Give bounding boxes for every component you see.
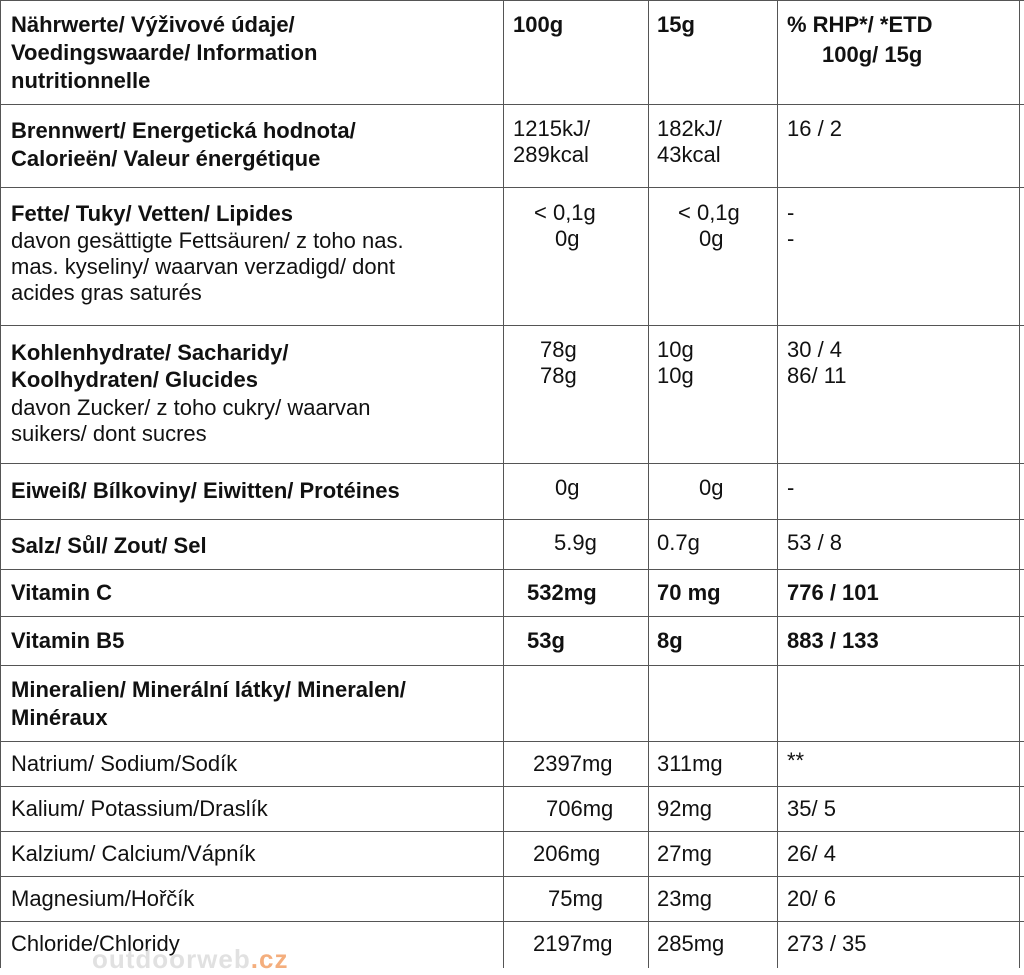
grid-line [0, 741, 1024, 742]
fat-name: Fette/ Tuky/ Vetten/ Lipides [11, 201, 293, 226]
energy-per100-line-2: 289kcal [513, 142, 589, 167]
grid-line [0, 569, 1024, 570]
carbs-per100-line-2: 78g [540, 363, 577, 388]
vitc-per15: 70 mg [657, 580, 721, 605]
header-per15: 15g [657, 12, 695, 37]
grid-line [0, 325, 1024, 326]
minerals-name-line-1: Mineralien/ Minerální látky/ Mineralen/ [11, 677, 406, 702]
carbs-rda-line-2: 86/ 11 [787, 363, 847, 388]
grid-line [0, 519, 1024, 520]
sodium-rda: ** [787, 748, 805, 773]
fat-sub-line-2: mas. kyseliny/ waarvan verzadigd/ dont [11, 254, 395, 279]
magnesium-per100: 75mg [548, 886, 604, 911]
vitc-per100: 532mg [527, 580, 597, 605]
header-rda-line-1: % RHP*/ *ETD [787, 12, 933, 37]
magnesium-name: Magnesium/Hořčík [11, 886, 195, 911]
grid-line [648, 0, 649, 968]
fat-rda-line-1: - [787, 200, 795, 225]
salt-per100: 5.9g [554, 530, 597, 555]
grid-line [0, 0, 1, 968]
carbs-per100-line-1: 78g [540, 337, 577, 362]
grid-line [0, 831, 1024, 832]
fat-per100-line-1: < 0,1g [534, 200, 596, 225]
carbs-sub-line-2: suikers/ dont sucres [11, 421, 207, 446]
grid-line [777, 0, 778, 968]
energy-name-line-1: Brennwert/ Energetická hodnota/ [11, 118, 356, 143]
magnesium-per15: 23mg [657, 886, 713, 911]
vitb5-rda: 883 / 133 [787, 628, 879, 653]
watermark [92, 944, 288, 975]
grid-line [0, 665, 1024, 666]
vitb5-per15: 8g [657, 628, 683, 653]
sodium-per15: 311mg [657, 751, 723, 776]
grid-line [0, 187, 1024, 188]
fat-per15-line-1: < 0,1g [678, 200, 740, 225]
grid-line [0, 616, 1024, 617]
potassium-per100: 706mg [546, 796, 614, 821]
grid-line [0, 104, 1024, 105]
header-per100: 100g [513, 12, 564, 37]
chloride-per100: 2197mg [533, 931, 613, 956]
grid-line [0, 876, 1024, 877]
protein-per100: 0g [555, 475, 580, 500]
carbs-rda-line-1: 30 / 4 [787, 337, 843, 362]
fat-sub-line-3: acides gras saturés [11, 280, 202, 305]
grid-line [1019, 0, 1020, 968]
header-name-line-2: Voedingswaarde/ Information [11, 40, 318, 65]
carbs-per15-line-2: 10g [657, 363, 694, 388]
grid-line [0, 786, 1024, 787]
protein-name: Eiweiß/ Bílkoviny/ Eiwitten/ Protéines [11, 478, 400, 503]
fat-sub-line-1: davon gesättigte Fettsäuren/ z toho nas. [11, 228, 404, 253]
carbs-name-line-1: Kohlenhydrate/ Sacharidy/ [11, 340, 289, 365]
watermark-tld: .cz [250, 944, 289, 974]
energy-per15-line-1: 182kJ/ [657, 116, 722, 141]
header-name-line-3: nutritionnelle [11, 68, 151, 93]
salt-rda: 53 / 8 [787, 530, 843, 555]
salt-name: Salz/ Sůl/ Zout/ Sel [11, 533, 207, 558]
fat-rda-line-2: - [787, 226, 795, 251]
energy-name-line-2: Calorieën/ Valeur énergétique [11, 146, 321, 171]
watermark-main: outdoorweb [92, 944, 251, 974]
vitb5-per100: 53g [527, 628, 565, 653]
sodium-name: Natrium/ Sodium/Sodík [11, 751, 238, 776]
protein-per15: 0g [699, 475, 724, 500]
grid-line [0, 0, 1024, 1]
calcium-name: Kalzium/ Calcium/Vápník [11, 841, 256, 866]
chloride-rda: 273 / 35 [787, 931, 867, 956]
chloride-name: Chloride/Chloridy [11, 931, 180, 956]
carbs-per15-line-1: 10g [657, 337, 694, 362]
calcium-per15: 27mg [657, 841, 713, 866]
carbs-sub-line-1: davon Zucker/ z toho cukry/ waarvan [11, 395, 371, 420]
chloride-per15: 285mg [657, 931, 725, 956]
sodium-per100: 2397mg [533, 751, 613, 776]
header-rda-line-2: 100g/ 15g [822, 42, 923, 67]
potassium-name: Kalium/ Potassium/Draslík [11, 796, 268, 821]
calcium-per100: 206mg [533, 841, 601, 866]
energy-per100-line-1: 1215kJ/ [513, 116, 591, 141]
grid-line [0, 921, 1024, 922]
energy-per15-line-2: 43kcal [657, 142, 721, 167]
potassium-rda: 35/ 5 [787, 796, 836, 821]
minerals-name-line-2: Minéraux [11, 705, 108, 730]
carbs-name-line-2: Koolhydraten/ Glucides [11, 367, 258, 392]
fat-per15-line-2: 0g [699, 226, 724, 251]
grid-line [503, 0, 504, 968]
grid-line [0, 463, 1024, 464]
calcium-rda: 26/ 4 [787, 841, 836, 866]
protein-rda: - [787, 475, 795, 500]
vitb5-name: Vitamin B5 [11, 628, 125, 653]
vitc-name: Vitamin C [11, 580, 113, 605]
salt-per15: 0.7g [657, 530, 700, 555]
header-name-line-1: Nährwerte/ Výživové údaje/ [11, 12, 295, 37]
magnesium-rda: 20/ 6 [787, 886, 836, 911]
energy-rda: 16 / 2 [787, 116, 843, 141]
fat-per100-line-2: 0g [555, 226, 580, 251]
potassium-per15: 92mg [657, 796, 713, 821]
vitc-rda: 776 / 101 [787, 580, 879, 605]
